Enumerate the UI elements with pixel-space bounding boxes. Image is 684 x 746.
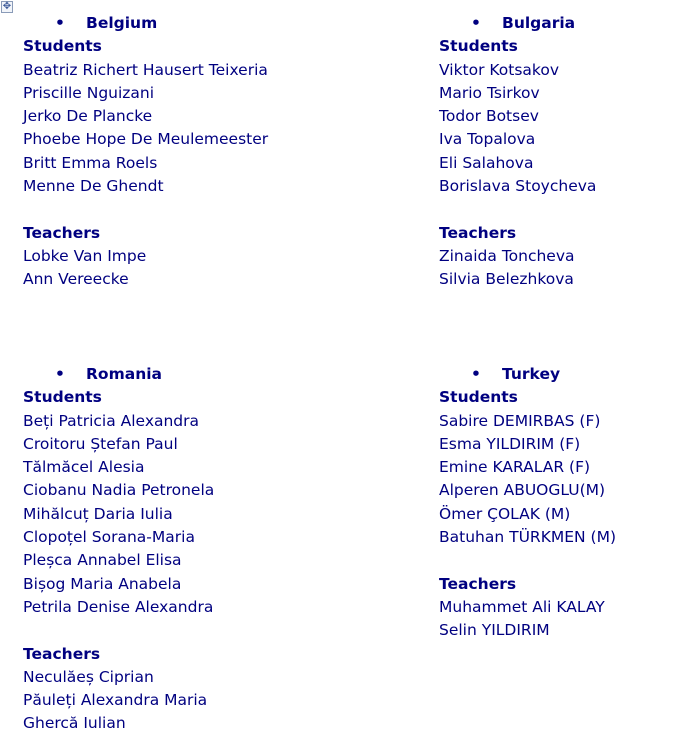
bullet-icon: •: [471, 14, 481, 32]
student-name: Phoebe Hope De Meulemeester: [23, 130, 269, 149]
country-block-romania: [23, 363, 323, 736]
teachers-heading: Teachers: [23, 223, 101, 242]
student-name: Eli Salahova: [439, 153, 534, 172]
country-heading: [23, 12, 323, 35]
country-block-belgium: [23, 12, 323, 292]
country-heading: [23, 363, 323, 386]
student-name: Beatriz Richert Hausert Teixeria: [23, 60, 268, 79]
teachers-heading: Teachers: [439, 574, 517, 593]
student-name: Beți Patricia Alexandra: [23, 411, 200, 430]
country-name: Turkey: [502, 365, 561, 383]
teacher-name: Zinaida Toncheva: [439, 246, 575, 265]
student-name: Tălmăcel Alesia: [23, 458, 145, 477]
student-name: Borislava Stoycheva: [439, 177, 597, 196]
country-block-turkey: [439, 363, 684, 643]
student-name: Ciobanu Nadia Petronela: [23, 481, 215, 500]
student-name: Sabire DEMIRBAS (F): [439, 411, 601, 430]
teacher-name: Lobke Van Impe: [23, 246, 147, 265]
student-name: Iva Topalova: [439, 130, 536, 149]
country-name: Bulgaria: [502, 14, 576, 32]
country-block-bulgaria: [439, 12, 684, 292]
teacher-name: Ghercă Iulian: [23, 714, 126, 733]
student-name: Todor Botsev: [439, 107, 539, 126]
student-name: Croitoru Ștefan Paul: [23, 434, 178, 453]
country-name: Romania: [86, 365, 163, 383]
teacher-name: Ann Vereecke: [23, 270, 129, 289]
student-name: Ömer ÇOLAK (M): [439, 504, 571, 523]
bullet-icon: •: [55, 14, 65, 32]
student-name: Batuhan TÜRKMEN (M): [439, 528, 617, 547]
teacher-name: Păuleți Alexandra Maria: [23, 691, 208, 710]
student-name: Jerko De Plancke: [23, 107, 153, 126]
teacher-name: Silvia Belezhkova: [439, 270, 574, 289]
students-heading: Students: [439, 37, 518, 56]
bullet-icon: •: [471, 365, 481, 383]
student-name: Pleșca Annabel Elisa: [23, 551, 182, 570]
students-heading: Students: [23, 388, 102, 407]
country-heading: [439, 363, 684, 386]
teacher-name: Selin YILDIRIM: [439, 621, 550, 640]
student-name: Clopoțel Sorana-Maria: [23, 528, 195, 547]
students-heading: Students: [23, 37, 102, 56]
teacher-name: Muhammet Ali KALAY: [439, 597, 605, 616]
student-name: Menne De Ghendt: [23, 177, 164, 196]
student-name: Priscille Nguizani: [23, 83, 155, 102]
student-name: Bișog Maria Anabela: [23, 574, 182, 593]
student-name: Esma YILDIRIM (F): [439, 434, 581, 453]
student-name: Viktor Kotsakov: [439, 60, 560, 79]
teacher-name: Neculăeș Ciprian: [23, 667, 154, 686]
country-name: Belgium: [86, 14, 158, 32]
bullet-icon: •: [55, 365, 65, 383]
teachers-heading: Teachers: [439, 223, 517, 242]
move-handle-icon[interactable]: ✥: [2, 1, 12, 12]
student-name: Britt Emma Roels: [23, 153, 158, 172]
country-heading: [439, 12, 684, 35]
student-name: Mihălcuț Daria Iulia: [23, 504, 173, 523]
students-heading: Students: [439, 388, 518, 407]
student-name: Petrila Denise Alexandra: [23, 597, 214, 616]
student-name: Mario Tsirkov: [439, 83, 540, 102]
teachers-heading: Teachers: [23, 644, 101, 663]
student-name: Alperen ABUOGLU(M): [439, 481, 606, 500]
student-name: Emine KARALAR (F): [439, 458, 591, 477]
